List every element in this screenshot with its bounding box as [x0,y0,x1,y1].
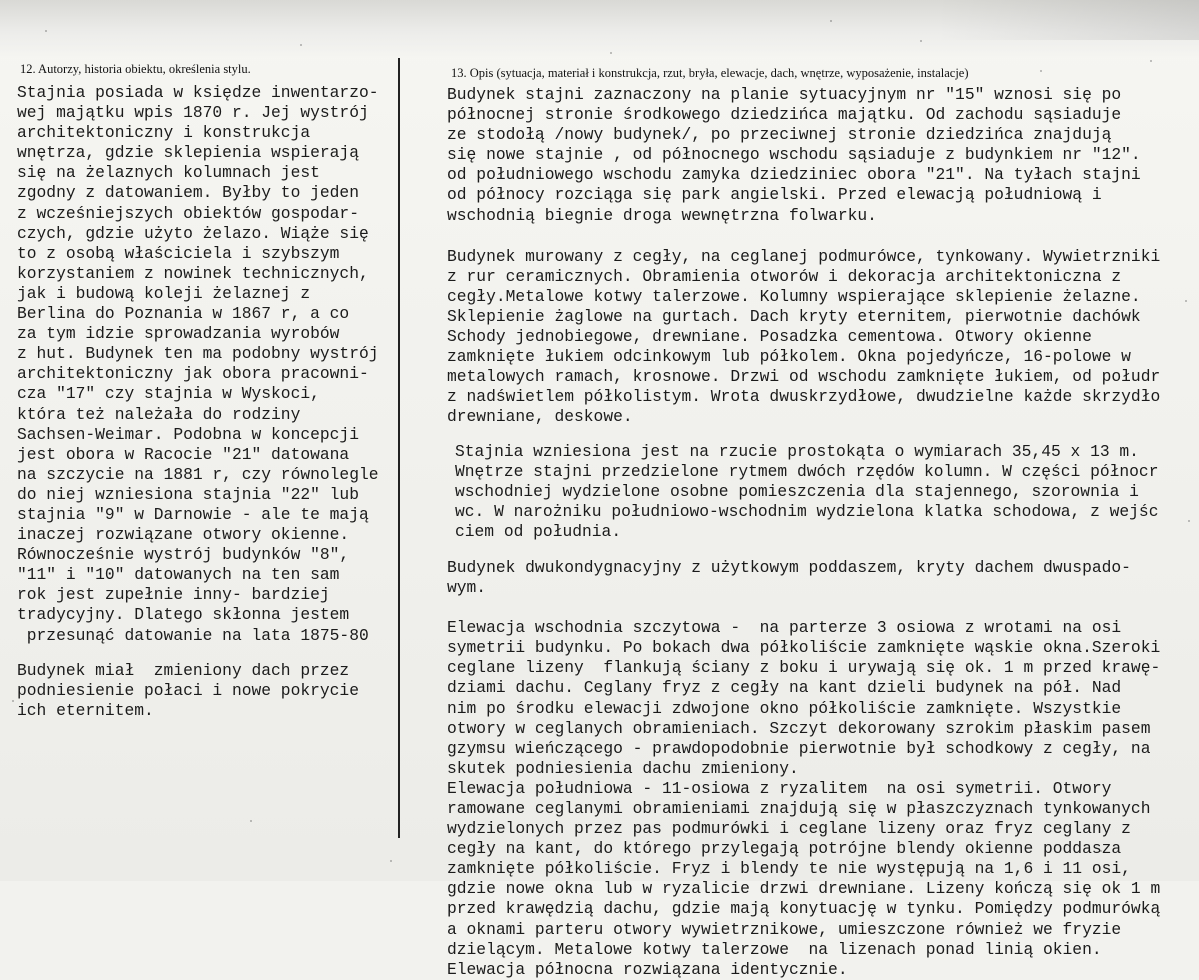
scan-speck [830,20,832,22]
text-line: inaczej rozwiązane otwory okienne. [17,525,350,545]
text-line: drewniane, deskowe. [447,407,633,427]
scan-speck [700,872,702,874]
scan-speck [1150,60,1152,62]
text-line: zgodny z datowaniem. Byłby to jeden [17,183,359,203]
scan-speck [250,820,252,822]
history-paragraph [17,83,397,646]
location-paragraph [447,85,1199,226]
text-line: czych, gdzie użyto żelazo. Wiąże się [17,223,369,243]
text-line: na szczycie na 1881 r, czy równolegle [17,464,379,484]
text-line: Budynek murowany z cegły, na ceglanej podmurówce, tynkowany. Wywietrzniki [447,246,1161,266]
text-line: jak i budową koleji żelaznej z [17,283,311,303]
section-12-heading: 12. Autorzy, historia obiektu, określenia stylu. [20,62,251,76]
text-line: wym. [447,578,487,598]
text-line: rok jest zupełnie inny- bardziej [17,585,330,605]
text-line: wc. W narożniku południowo-wschodnim wydzielona klatka schodowa, z wejśc [455,501,1159,521]
text-line: podniesienie połaci i nowe pokrycie [17,680,359,700]
text-line: wydzielonych przez pas podmurówki i ceglane lizeny oraz fryz ceglany z [447,819,1131,839]
text-line: skutek podniesienia dachu zmieniony. [447,758,799,778]
scan-corner-shadow [939,0,1199,40]
text-line: stajnia "9" w Darnowie - ale te mają [17,504,369,524]
roof-change-paragraph [17,661,397,721]
floorplan-paragraph [447,442,1199,542]
column-divider [398,58,400,838]
massing-paragraph [447,558,1199,598]
text-line: gdzie nowe okna lub w ryzalicie drzwi drewniane. Lizeny kończą się ok 1 m [447,879,1161,899]
text-line: od północy rozciąga się park angielski. Przed elewacją południową i [447,185,1102,205]
text-line: jest obora w Racocie "21" datowana [17,444,350,464]
text-line: przesunąć datowanie na lata 1875-80 [17,625,369,645]
text-line: zamknięte łukiem odcinkowym lub półkolem. Okna pojedyńcze, 16-polowe w [447,347,1131,367]
text-line: architektoniczny jak obora pracowni- [17,364,369,384]
text-line: północnej stronie środkowego dziedzińca majątku. Od zachodu sąsiaduje [447,105,1122,125]
scan-speck [45,30,47,32]
text-line: Budynek miał zmieniony dach przez [17,660,350,680]
text-line: przed krawędzią dachu, gdzie mają konytuację w tynku. Pomiędzy podmurówką [447,899,1161,919]
scan-speck [1185,300,1187,302]
scan-speck [1188,520,1190,522]
scan-speck [300,44,302,46]
scan-speck [920,40,922,42]
text-line: wnętrza, gdzie sklepienia wspierają [17,143,359,163]
text-line: metalowych ramach, krosnowe. Drzwi od wschodu zamknięte łukiem, od połudr [447,367,1161,387]
text-line: tradycyjny. Dlatego skłonna jestem [17,605,350,625]
scan-speck [1100,850,1102,852]
scan-speck [390,860,392,862]
section-13-text [447,85,1199,980]
text-line: a oknami parteru otwory wywietrznikowe, umieszczone również we fryzie [447,919,1122,939]
text-line: Elewacja południowa - 11-osiowa z ryzalitem na osi symetrii. Otwory [447,778,1112,798]
scan-speck [1040,70,1042,72]
text-line: cegły.Metalowe kotwy talerzowe. Kolumny wspierające sklepienie żelazne. [447,286,1141,306]
text-line: wej majątku wpis 1870 r. Jej wystrój [17,103,369,123]
text-line: Elewacja wschodnia szczytowa - na parterze 3 osiowa z wrotami na osi [447,618,1122,638]
scan-speck [610,52,612,54]
text-line: która też należała do rodziny [17,404,301,424]
section-12-text [17,83,397,721]
text-line: nim po środku elewacji zdwojone okno półkoliście zamknięte. Wszystkie [447,698,1122,718]
scan-speck [12,700,14,702]
text-line: to z osobą właściciela i szybszym [17,243,340,263]
text-line: korzystaniem z nowinek technicznych, [17,263,369,283]
text-line: wschodnią biegnie droga wewnętrzna folwarku. [447,205,877,225]
text-line: Budynek dwukondygnacyjny z użytkowym poddaszem, kryty dachem dwuspado- [447,557,1131,577]
text-line: Budynek stajni zaznaczony na planie sytuacyjnym nr "15" wznosi się po [447,85,1122,104]
text-line: Stajnia posiada w księdze inwentarzo- [17,83,379,102]
text-line: do niej wzniesiona stajnia "22" lub [17,484,359,504]
text-line: otwory w ceglanych obramieniach. Szczyt dekorowany szrokim płaskim pasem [447,718,1151,738]
text-line: "11" i "10" datowanych na ten sam [17,565,340,585]
text-line: z wcześniejszych obiektów gospodar- [17,203,359,223]
text-line: architektoniczny i konstrukcja [17,123,311,143]
text-line: z hut. Budynek ten ma podobny wystrój [17,344,379,364]
text-line: cza "17" czy stajnia w Wyskoci, [17,384,320,404]
text-line: ciem od południa. [455,521,622,541]
elevations-paragraph [447,618,1199,980]
text-line: gzymsu wieńczącego - prawdopodobnie pierwotnie był schodkowy z cegły, na [447,738,1151,758]
text-line: wschodniej wydzielone osobne pomieszczenia dla stajennego, szorownia i [455,481,1139,501]
text-line: ze stodołą /nowy budynek/, po przeciwnej stronie dziedzińca znajdują [447,125,1112,145]
text-line: dziami dachu. Ceglany fryz z cegły na kant dzieli budynek na pół. Nad [447,678,1122,698]
text-line: z rur ceramicznych. Obramienia otworów i dekoracja architektoniczna z [447,266,1122,286]
text-line: od południowego wschodu zamyka dziedziniec obora "21". Na tyłach stajni [447,165,1141,185]
text-line: ceglane lizeny flankują ściany z boku i urywają się ok. 1 m przed krawę- [447,658,1161,678]
text-line: się nowe stajnie , od północnego wschodu sąsiaduje z budynkiem nr "12". [447,145,1141,165]
text-line: Schody jednobiegowe, drewniane. Posadzka cementowa. Otwory okienne [447,327,1092,347]
text-line: Stajnia wzniesiona jest na rzucie prostokąta o wymiarach 35,45 x 13 m. [455,441,1139,461]
text-line: symetrii budynku. Po bokach dwa półkoliście zamknięte wąskie okna.Szeroki [447,638,1161,658]
text-line: się na żelaznych kolumnach jest [17,163,320,183]
text-line: ich eternitem. [17,700,154,720]
text-line: Elewacja północna rozwiązana identycznie. [447,959,848,979]
text-line: Berlina do Poznania w 1867 r, a co [17,304,350,324]
text-line: cegły na kant, do którego przylegają potrójne blendy okienne poddasza [447,839,1122,859]
text-line: Równocześnie wystrój budynków "8", [17,545,350,565]
text-line: ramowane ceglanymi obramieniami znajdują się w płaszczyznach tynkowanych [447,799,1151,818]
materials-paragraph [447,247,1199,428]
text-line: z nadświetlem półkolistym. Wrota dwuskrzydłowe, dwudzielne każde skrzydło [447,387,1161,407]
text-line: Wnętrze stajni przedzielone rytmem dwóch rzędów kolumn. W części północr [455,461,1159,481]
text-line: zamknięte półkoliście. Fryz i blendy te nie występują na 1,6 i 11 osi, [447,859,1131,879]
section-13-heading: 13. Opis (sytuacja, materiał i konstrukcja, rzut, bryła, elewacje, dach, wnętrze, wyposażenie, instalacje) [451,66,969,80]
text-line: Sachsen-Weimar. Podobna w koncepcji [17,424,359,444]
text-line: dzielącym. Metalowe kotwy talerzowe na lizenach ponad linią okien. [447,939,1102,959]
text-line: Sklepienie żaglowe na gurtach. Dach kryty eternitem, pierwotnie dachówk [447,306,1141,326]
text-line: za tym idzie sprowadzania wyrobów [17,324,340,344]
